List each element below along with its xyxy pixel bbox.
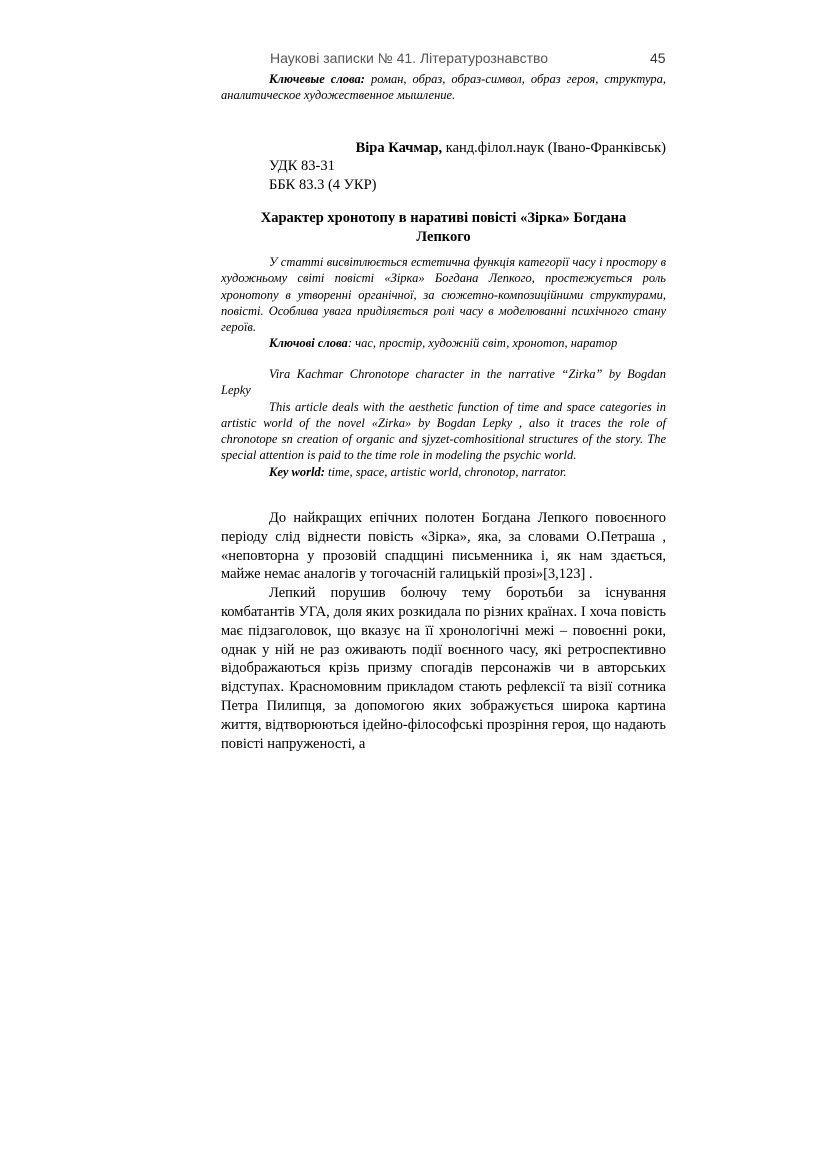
abstract-uk-text: У статті висвітлюється естетична функція категорії часу і простору в художньому світі повісті «Зірка» Богдана Лепкого, простежується роль хронотопу в утворенні органічної, за сюжетно-композиційними структурами, повісті. Особлива увага приділяється ролі часу в моделюванні психічного стану героїв. bbox=[221, 255, 666, 335]
keywords-en bbox=[221, 464, 666, 480]
keywords-uk-text: : час, простір, художній світ, хронотоп, наратор bbox=[347, 336, 618, 351]
previous-article-keywords bbox=[221, 71, 666, 104]
keywords-uk bbox=[221, 335, 666, 351]
article-title-line-2: Лепкого bbox=[416, 228, 471, 245]
keywords-label-ru: Ключевые слова: bbox=[269, 72, 365, 86]
abstract-en-text: This article deals with the aesthetic function of time and space categories in artistic world of the novel «Zirka» by Bogdan Lepky , also it traces the role of chronotope sn creation of organic and sjyzet-comhositional structures of the story. The special attention is paid to the time role in modeling the psychic world. bbox=[221, 399, 666, 463]
author-line bbox=[221, 139, 666, 158]
running-header bbox=[0, 50, 827, 70]
abstract-en-title: Vira Kachmar Chronotope character in the narrative “Zirka” by Bogdan Lepky bbox=[221, 367, 666, 398]
keywords-en-text: time, space, artistic world, chronotop, narrator. bbox=[324, 464, 567, 479]
body-text bbox=[221, 509, 666, 753]
article-title bbox=[221, 209, 666, 247]
author-name: Віра Качмар, bbox=[355, 140, 443, 156]
classification-block bbox=[221, 157, 666, 195]
journal-title: Наукові записки № 41. Літературознавство bbox=[270, 50, 549, 66]
abstract-ukrainian bbox=[221, 254, 666, 352]
article-title-line-1: Характер хронотопу в наративі повісті «Зірка» Богдана bbox=[260, 210, 627, 226]
udk-code: УДК 83-31 bbox=[269, 158, 335, 174]
keywords-uk-label: Ключові слова bbox=[269, 336, 348, 351]
body-paragraph-2: Лепкий порушив болючу тему боротьби за існування комбатантів УГА, доля яких розкидала по різних країнах. І хоча повість має підзаголовок, що вказує на її хронологічні межі – повоєнні роки, однак у ній не раз оживають події воєнного часу, які ретроспективно відображаються крізь призму спогадів персонажів чи в авторських відступах. Красномовним прикладом стають рефлексії та візії сотника Петра Пилипця, за допомогою яких зображується широка картина життя, відтворюються ідейно-філософські прозріння героя, що надають повісті напруженості, а bbox=[221, 585, 666, 752]
abstract-english bbox=[221, 366, 666, 480]
page-number: 45 bbox=[650, 50, 666, 66]
bbk-code: ББК 83.3 (4 УКР) bbox=[269, 176, 377, 193]
body-paragraph-1: До найкращих епічних полотен Богдана Лепкого повоєнного періоду слід віднести повість «Зірка», яка, за словами О.Петраша , «неповторна у прозовій спадщині письменника і, як нам здається, майже немає аналогів у тогочасній галицькій прозі»[3,123] . bbox=[221, 510, 666, 583]
keywords-text-ru: роман, образ, образ-символ, образ героя, структура, аналитическое художественное мышление. bbox=[221, 72, 666, 103]
author-affiliation: канд.філол.наук (Івано-Франківськ) bbox=[442, 140, 666, 156]
keywords-en-label: Key world: bbox=[269, 464, 325, 479]
